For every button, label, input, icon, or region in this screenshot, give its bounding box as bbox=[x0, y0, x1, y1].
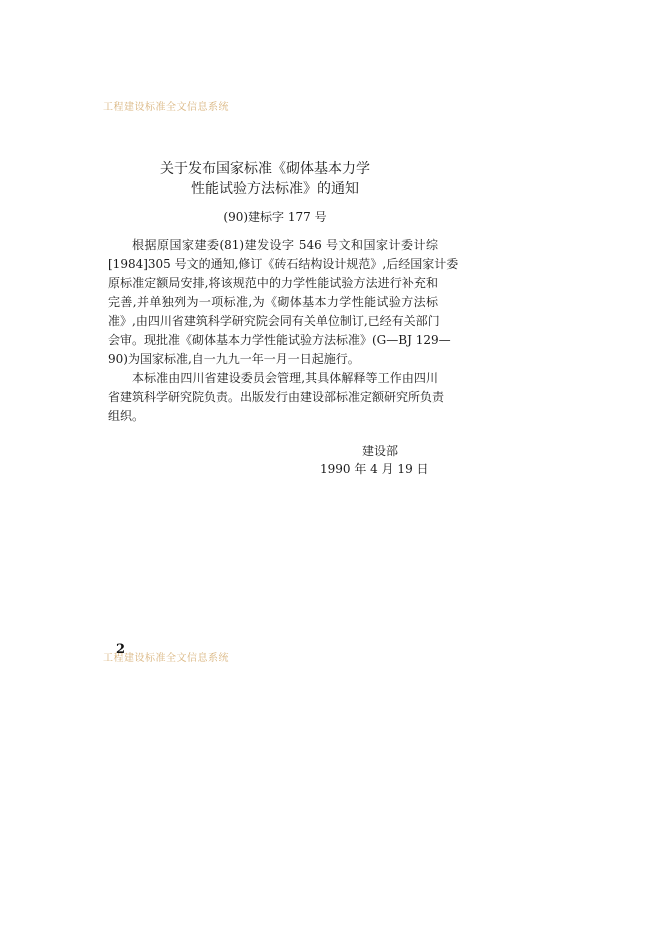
body-line-1: 根据原国家建委(81)建发设字 546 号文和国家计委计综 bbox=[132, 238, 438, 252]
issue-date: 1990 年 4 月 19 日 bbox=[320, 462, 429, 476]
body-line-3: 原标准定额局安排,将该规范中的力学性能试验方法进行补充和 bbox=[108, 276, 438, 290]
body-line-8: 本标准由四川省建设委员会管理,其具体解释等工作由四川 bbox=[132, 371, 438, 385]
body-line-5: 准》,由四川省建筑科学研究院会同有关单位制订,已经有关部门 bbox=[108, 314, 440, 328]
body-line-10: 组织。 bbox=[108, 409, 145, 423]
body-line-7: 90)为国家标准,自一九九一年一月一日起施行。 bbox=[108, 352, 360, 366]
document-number: (90)建标字 177 号 bbox=[223, 210, 327, 224]
page-number: 2 bbox=[116, 642, 126, 657]
notice-title-line-1: 关于发布国家标准《砌体基本力学 bbox=[160, 161, 370, 177]
body-line-2: [1984]305 号文的通知,修订《砖石结构设计规范》,后经国家计委 bbox=[108, 257, 459, 271]
body-line-6: 会审。现批准《砌体基本力学性能试验方法标准》(G—BJ 129— bbox=[108, 333, 451, 347]
watermark-bottom: 工程建设标准全文信息系统 bbox=[103, 653, 229, 664]
notice-title-line-2: 性能试验方法标准》的通知 bbox=[191, 181, 359, 197]
issuer-signature: 建设部 bbox=[362, 444, 399, 458]
watermark-top: 工程建设标准全文信息系统 bbox=[103, 102, 229, 113]
body-line-4: 完善,并单独列为一项标准,为《砌体基本力学性能试验方法标 bbox=[108, 295, 438, 309]
body-line-9: 省建筑科学研究院负责。出版发行由建设部标准定额研究所负责 bbox=[108, 390, 445, 404]
